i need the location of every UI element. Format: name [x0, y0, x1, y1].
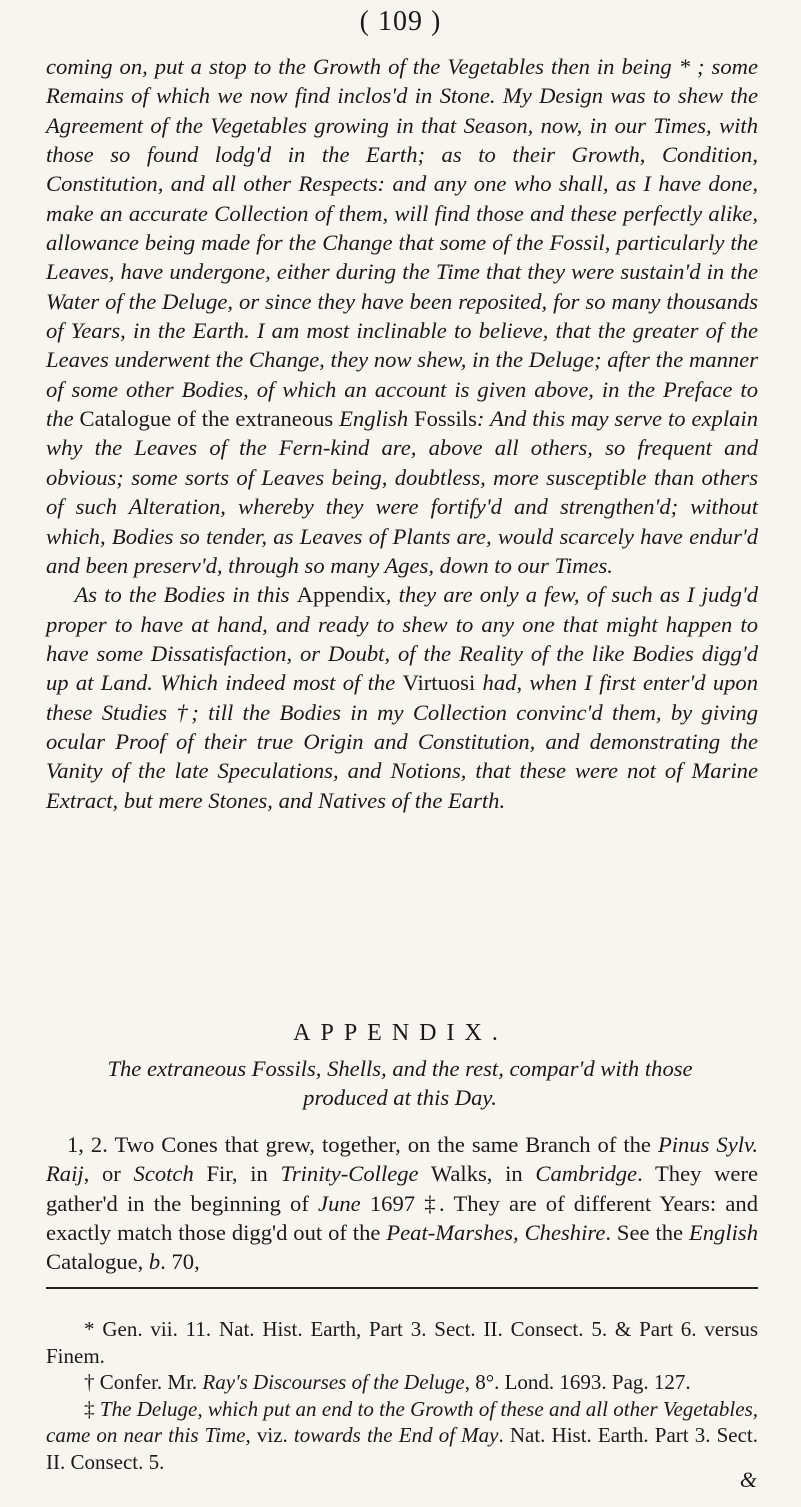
- footnote: * Gen. vii. 11. Nat. Hist. Earth, Part 3. Sect. II. Consect. 5. & Part 6. versus Finem.: [46, 1317, 758, 1368]
- text-run: , they are only a few, of such as I judg'd proper to have at hand, and ready to shew to any one that might happen to have some Dissatisfaction, or Doubt, of the Reality of the like Bodies digg'd up at Land. Which indeed most of the: [46, 582, 758, 696]
- text-run: ‡: [84, 1396, 100, 1421]
- text-run: Virtuosi: [402, 670, 476, 696]
- text-run: , or: [83, 1161, 134, 1187]
- text-run: Trinity-College: [280, 1161, 419, 1187]
- text-run: b: [148, 1249, 161, 1275]
- footnote: [46, 1396, 758, 1476]
- text-run: . Nat. Hist. Earth. Part 3. Sect. II. Consect. 5.: [46, 1423, 759, 1474]
- text-run: English: [688, 1219, 758, 1245]
- text-run: . 70,: [160, 1249, 200, 1275]
- footnote-rule: [46, 1287, 758, 1289]
- main-text: [46, 52, 758, 815]
- text-run: Fir, in: [193, 1161, 281, 1187]
- text-run: Catalogue of the extraneous: [79, 406, 340, 432]
- catchword: &: [739, 1467, 757, 1492]
- text-run: , 8°. Lond. 1693. Pag. 127.: [464, 1370, 691, 1394]
- text-run: : And this may serve to explain why the Leaves of the Fern-kind are, above all others, so frequent and obvious; some sorts of Leaves being, doubtless, more susceptible than others of such Alteration, whereby they were fortify'd and strengthen'd; without which, Bodies so tender, as Leaves of Plants are, would scarcely have endur'd and been preserv'd, through so many Ages, down to our Times.: [46, 406, 758, 578]
- entry-number: 1, 2.: [66, 1132, 108, 1157]
- text-run: . They were gather'd in the beginning of: [46, 1161, 759, 1216]
- text-run: Catalogue,: [46, 1249, 149, 1275]
- text-run: Pinus Sylv. Raij: [46, 1132, 758, 1187]
- text-run: . See the: [605, 1219, 689, 1245]
- text-run: coming on, put a stop to the Growth of the Vegetables then in being * ; some Remains of which we now find inclos'd in Stone. My Design was to shew the Agreement of the Vegetables growing in that Season, now, in our Times, with those so found lodg'd in the Earth; as to their Growth, Condition, Constitution, and all other Respects: and any one who shall, as I have done, make an accurate Collection of them, will find those and these perfectly alike, allowance being made for the Change that some of the Fossil, particularly the Leaves, have undergone, either during the Time that they were sustain'd in the Water of the Deluge, or since they have been reposited, for so many thousands of Years, in the Earth. I am most inclinable to believe, that the greater of the Leaves underwent the Change, they now shew, in the Deluge; after the manner of some other Bodies, of which an account is given above, in the Preface to the: [46, 54, 758, 432]
- text-run: Cambridge: [535, 1161, 638, 1187]
- paragraph: [46, 52, 758, 580]
- text-run: Ray's Discourses of the Deluge: [202, 1370, 465, 1394]
- text-run: June: [318, 1190, 361, 1216]
- text-run: Appendix: [296, 582, 386, 608]
- text-run: Peat-Marshes, Cheshire: [386, 1219, 606, 1245]
- text-run: The Deluge, which put an end to the Growth of these and all other Vegetables, came on near this Time: [46, 1396, 758, 1447]
- text-run: English: [339, 406, 409, 432]
- appendix-heading: APPENDIX.: [293, 1020, 508, 1046]
- catalogue-entry: [46, 1130, 758, 1276]
- text-run: Two Cones that grew, together, on the same Branch of the: [107, 1132, 658, 1157]
- text-run: As to the Bodies in this: [74, 582, 297, 608]
- text-run: † Confer. Mr.: [84, 1370, 203, 1394]
- text-run: , viz.: [245, 1423, 294, 1447]
- text-run: Scotch: [133, 1161, 194, 1187]
- text-run: Walks, in: [418, 1161, 536, 1187]
- footnotes: [46, 1316, 758, 1475]
- text-run: towards the End of May: [293, 1423, 499, 1447]
- text-run: had, when I first enter'd upon these Studies †; till the Bodies in my Collection convinc'd them, by giving ocular Proof of their true Origin and Constitution, and demonstrating the Vanity of the late Speculations, and Notions, that these were not of Marine Extract, but mere Stones, and Natives of the Earth.: [46, 670, 759, 813]
- page-number: ( 109 ): [359, 6, 442, 37]
- appendix-subtitle: The extraneous Fossils, Shells, and the rest, compar'd with those produced at this Day.: [107, 1056, 693, 1110]
- footnote: [46, 1369, 758, 1396]
- paragraph: [46, 580, 758, 815]
- text-run: 1697 ‡. They are of different Years: and exactly match those digg'd out of the: [46, 1190, 758, 1245]
- text-run: Fossils: [408, 406, 477, 432]
